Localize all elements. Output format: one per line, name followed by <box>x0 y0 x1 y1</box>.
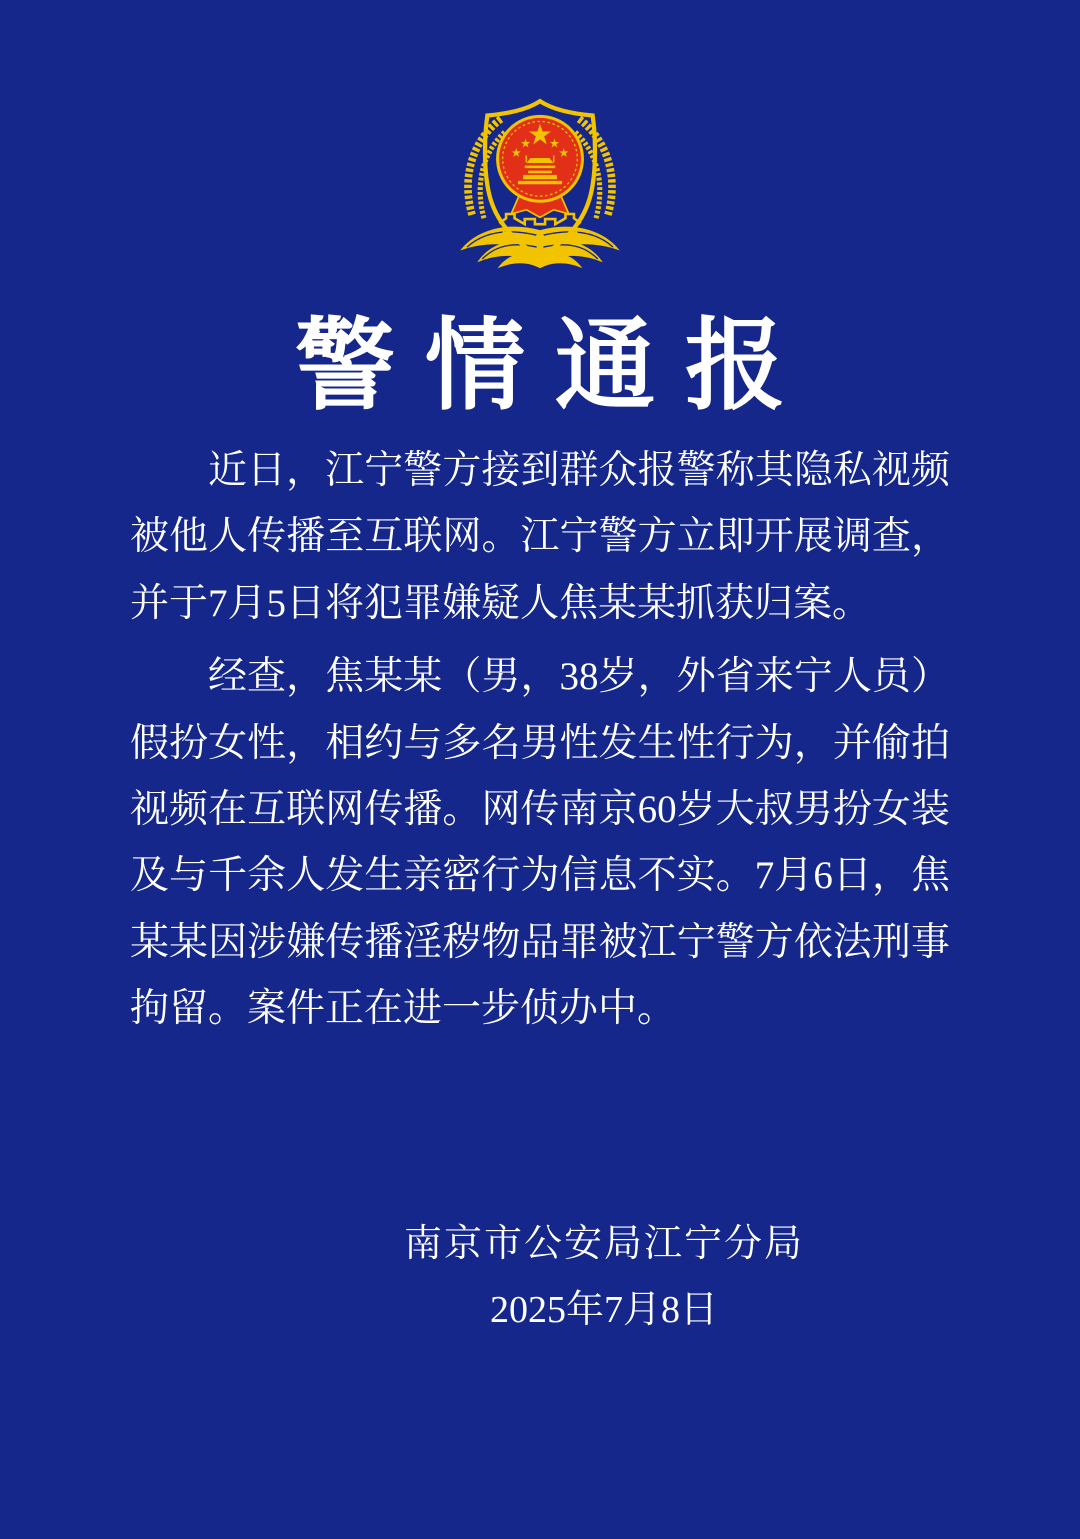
notice-body <box>130 438 950 1043</box>
notice-paragraph-1: 近日，江宁警方接到群众报警称其隐私视频被他人传播至互联网。江宁警方立即开展调查，并于7月5日将犯罪嫌疑人焦某某抓获归案。 <box>130 449 950 625</box>
notice-paragraph-2: 经查，焦某某（男，38岁，外省来宁人员）假扮女性，相约与多名男性发生性行为，并偷拍视频在互联网传播。网传南京60岁大叔男扮女装及与千余人发生亲密行为信息不实。7月6日，焦某某因涉嫌传播淫秽物品罪被江宁警方依法刑事拘留。案件正在进一步侦办中。 <box>130 655 950 1031</box>
police-badge-icon <box>455 96 625 270</box>
issue-date: 2025年7月8日 <box>489 1289 718 1331</box>
page-title: 警情通报 <box>295 311 815 422</box>
issuing-authority: 南京市公安局江宁分局 <box>403 1223 804 1265</box>
